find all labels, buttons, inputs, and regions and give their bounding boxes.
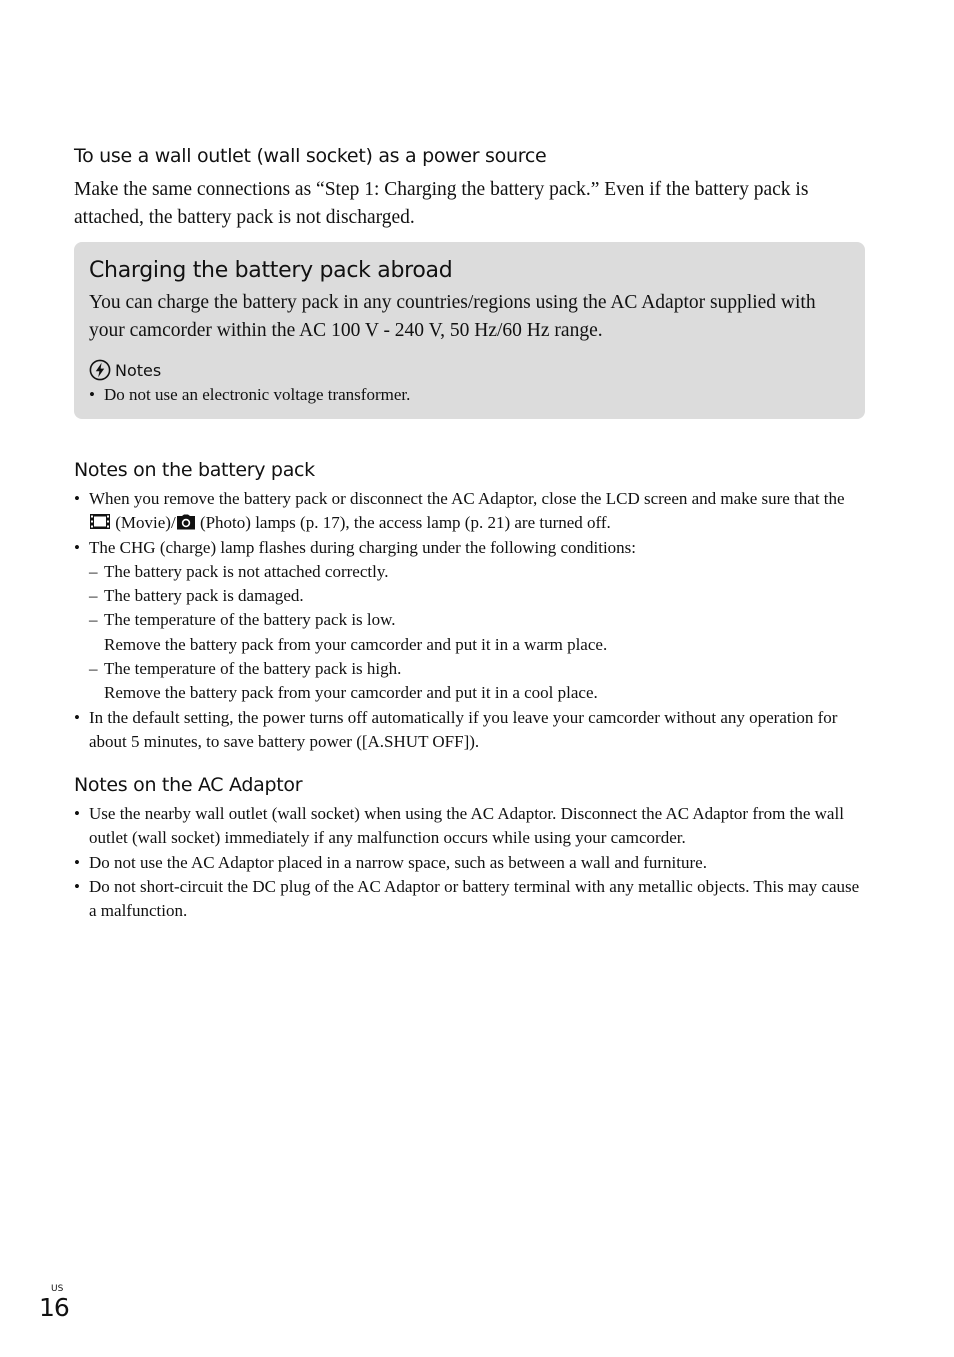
notes-lightning-icon — [89, 359, 111, 381]
adaptor-notes-list — [74, 802, 866, 923]
movie-film-icon — [89, 513, 111, 530]
charging-abroad-body: You can charge the battery pack in any countries/regions using the AC Adaptor supplied with your camcorder within the AC 100 V - 240 V, 50 Hz/60 Hz range. — [89, 292, 816, 341]
adaptor-note-item: • Do not short-circuit the DC plug of the AC Adaptor or battery terminal with any metallic objects. This may cause a malfunction. — [74, 875, 866, 924]
adaptor-note-item: • Do not use the AC Adaptor placed in a narrow space, such as between a wall and furniture. — [74, 851, 866, 875]
wall-outlet-heading: To use a wall outlet (wall socket) as a power source — [74, 145, 547, 167]
charge-conditions-list — [89, 560, 866, 706]
wall-outlet-body: Make the same connections as “Step 1: Charging the battery pack.” Even if the battery pack is attached, the battery pack is not discharged. — [74, 179, 809, 228]
condition-item — [89, 584, 866, 608]
condition-text: The temperature of the battery pack is low. — [104, 610, 396, 630]
battery-note-2-text: The CHG (charge) lamp flashes during charging under the following conditions: — [89, 537, 637, 557]
photo-camera-icon — [176, 514, 196, 530]
battery-note-item — [74, 487, 866, 536]
condition-item — [89, 560, 866, 584]
adaptor-note-item: • Use the nearby wall outlet (wall socket) when using the AC Adaptor. Disconnect the AC Adaptor from the wall outlet (wall socket) immediately if any malfunction occurs while using your camcorder. — [74, 802, 866, 851]
page-region-label: US — [51, 1284, 64, 1294]
page-number: 16 — [39, 1293, 69, 1322]
battery-note-1-movie: (Movie)/ — [115, 513, 176, 533]
abroad-notes-list — [89, 383, 850, 407]
condition-text: The battery pack is damaged. — [104, 586, 304, 606]
battery-note-item — [74, 536, 866, 706]
charging-abroad-box — [74, 242, 865, 419]
condition-remedy: Remove the battery pack from your camcorder and put it in a cool place. — [104, 683, 598, 703]
charging-abroad-title: Charging the battery pack abroad — [89, 258, 453, 283]
condition-text: The battery pack is not attached correctly. — [104, 561, 389, 581]
battery-note-item: • In the default setting, the power turns off automatically if you leave your camcorder without any operation for about 5 minutes, to save battery power ([A.SHUT OFF]). — [74, 706, 866, 755]
condition-remedy: Remove the battery pack from your camcorder and put it in a warm place. — [104, 634, 608, 654]
battery-note-1-suffix: (Photo) lamps (p. 17), the access lamp (p. 21) are turned off. — [199, 513, 611, 533]
notes-header — [89, 357, 850, 383]
adaptor-notes-heading: Notes on the AC Adaptor — [74, 774, 303, 796]
condition-item — [89, 608, 866, 657]
battery-notes-list — [74, 487, 866, 754]
condition-text: The temperature of the battery pack is high. — [104, 659, 402, 679]
battery-note-1-prefix: When you remove the battery pack or disconnect the AC Adaptor, close the LCD screen and make sure that the — [89, 489, 845, 508]
battery-notes-heading: Notes on the battery pack — [74, 459, 315, 481]
notes-label: Notes — [115, 360, 162, 380]
condition-item — [89, 657, 866, 706]
abroad-note-item: • Do not use an electronic voltage transformer. — [89, 383, 850, 407]
